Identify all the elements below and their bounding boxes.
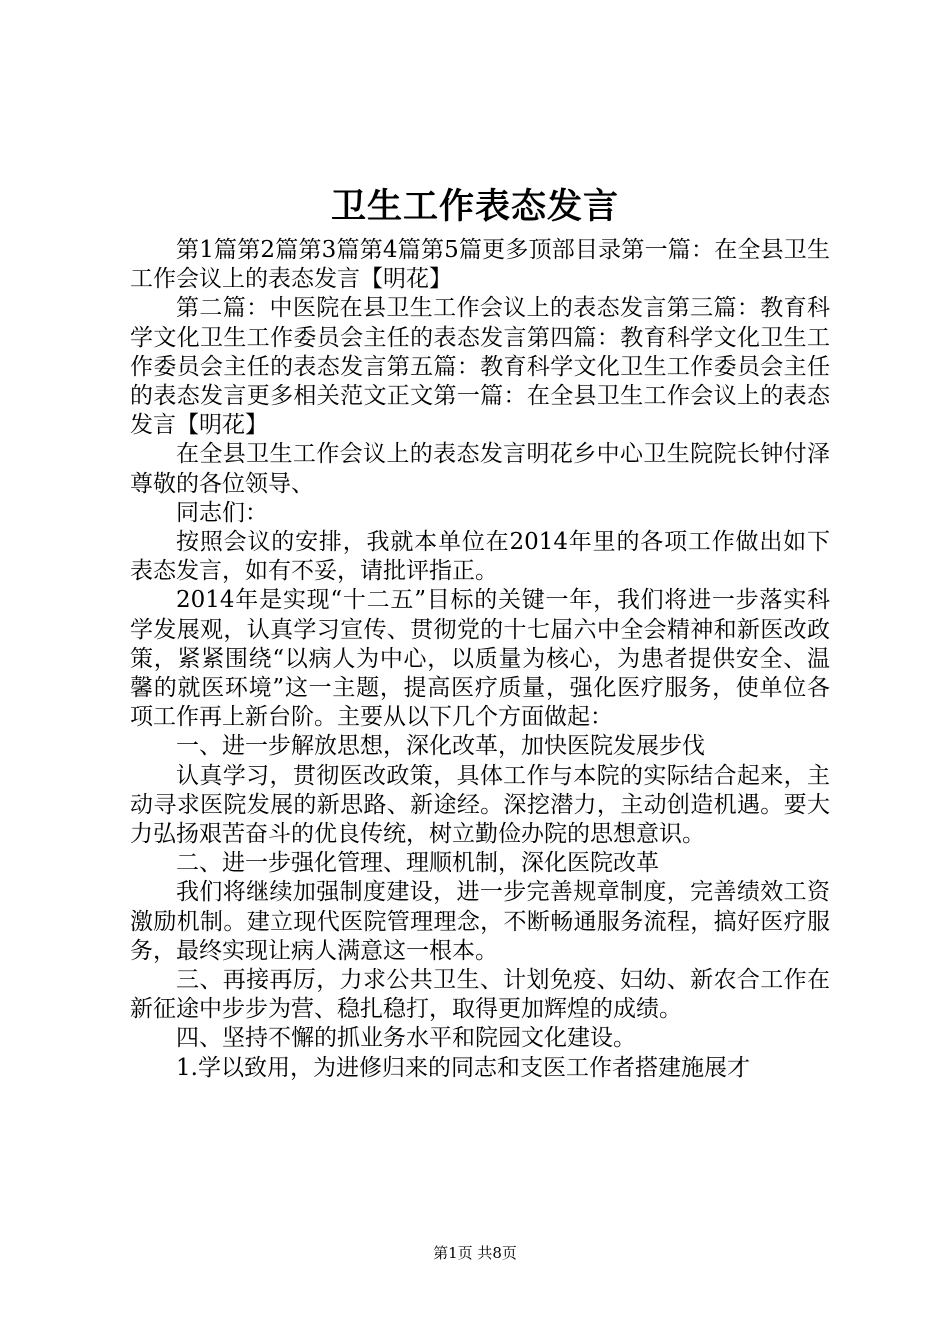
paragraph: 我们将继续加强制度建设，进一步完善规章制度，完善绩效工资激励机制。建立现代医院管理理念，不断畅通服务流程，搞好医疗服务，最终实现让病人满意这一根本。 [130,879,830,964]
section-heading: 三、再接再厉，力求公共卫生、计划免疫、妇幼、新农合工作在新征途中步步为营、稳扎稳打，取得更加辉煌的成绩。 [130,967,830,1023]
paragraph: 按照会议的安排，我就本单位在2014年里的各项工作做出如下表态发言，如有不妥，请批评指正。 [130,529,830,585]
paragraph: 1.学以致用，为进修归来的同志和支医工作者搭建施展才 [176,1054,750,1081]
paragraph: 第1篇第2篇第3篇第4篇第5篇更多顶部目录第一篇：在全县卫生工作会议上的表态发言【明花】 [130,237,830,293]
paragraph: 同志们： [176,499,268,526]
section-heading: 一、进一步解放思想，深化改革，加快医院发展步伐 [176,733,705,760]
paragraph: 认真学习，贯彻医改政策，具体工作与本院的实际结合起来，主动寻求医院发展的新思路、新途经。深挖潜力，主动创造机遇。要大力弘扬艰苦奋斗的优良传统，树立勤俭办院的思想意识。 [130,762,830,848]
document-title: 卫生工作表态发言 [330,186,619,227]
document-body [130,236,830,1083]
paragraph: 在全县卫生工作会议上的表态发言明花乡中心卫生院院长钟付泽尊敬的各位领导、 [130,441,830,497]
section-heading: 二、进一步强化管理、理顺机制，深化医院改革 [176,850,659,877]
page-number-footer: 第1页 共8页 [433,1244,517,1262]
section-heading: 四、坚持不懈的抓业务水平和院园文化建设。 [176,1025,636,1052]
paragraph: 第二篇：中医院在县卫生工作会议上的表态发言第三篇：教育科学文化卫生工作委员会主任的表态发言第四篇：教育科学文化卫生工作委员会主任的表态发言第五篇：教育科学文化卫生工作委员会主任的表态发言更多相关范文正文第一篇：在全县卫生工作会议上的表态发言【明花】 [130,295,830,439]
paragraph: 2014年是实现“十二五”目标的关键一年，我们将进一步落实科学发展观，认真学习宣传、贯彻党的十七届六中全会精神和新医改政策，紧紧围绕“以病人为中心，以质量为核心，为患者提供安全、温馨的就医环境”这一主题，提高医疗质量，强化医疗服务，使单位各项工作再上新台阶。主要从以下几个方面做起： [130,587,830,731]
